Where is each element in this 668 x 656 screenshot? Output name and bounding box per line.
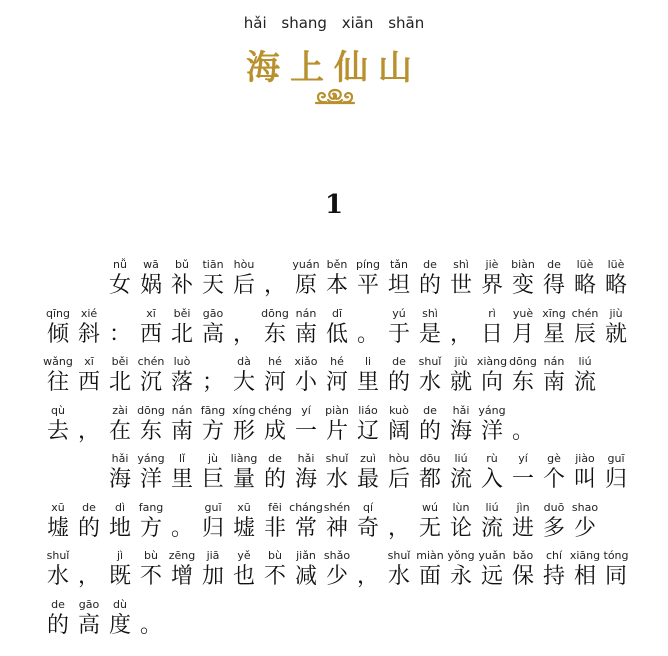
pinyin: shǎo <box>323 549 351 562</box>
hanzi: 地 <box>108 515 131 541</box>
pinyin: nán <box>543 355 565 368</box>
pinyin: bǔ <box>175 258 189 271</box>
hanzi: 斜 <box>77 321 100 347</box>
pinyin: dù <box>113 597 127 611</box>
hanzi: 略 <box>573 273 596 298</box>
pinyin: jiǎn <box>296 549 316 562</box>
hanzi: 流 <box>449 467 472 492</box>
pinyin: bù <box>144 549 158 562</box>
hanzi: 论 <box>449 515 472 541</box>
pinyin: yě <box>237 549 251 562</box>
hanzi: 东 <box>139 418 162 444</box>
pinyin: cháng <box>289 500 323 514</box>
hanzi: 也 <box>232 564 255 589</box>
hanzi: ， <box>77 418 100 444</box>
hanzi: 星 <box>542 321 565 347</box>
hanzi: 无 <box>418 515 441 541</box>
pinyin: jiào <box>575 452 595 465</box>
hanzi: 往 <box>46 370 69 395</box>
hanzi: 里 <box>170 467 193 492</box>
pinyin: de <box>51 597 65 611</box>
pinyin: biàn <box>511 258 535 271</box>
hanzi: 流 <box>480 515 503 541</box>
hanzi: 。 <box>170 515 193 541</box>
pinyin: tóng <box>603 549 629 562</box>
pinyin: li <box>364 355 372 368</box>
hanzi: 多 <box>542 515 565 541</box>
pinyin: rì <box>488 306 496 320</box>
hanzi: 保 <box>511 564 534 589</box>
pinyin: fāng <box>200 403 226 417</box>
pinyin: jiù <box>454 355 468 368</box>
hanzi: 向 <box>480 370 503 395</box>
pinyin: fēi <box>268 500 282 514</box>
hanzi: 高 <box>201 321 224 347</box>
pinyin: hòu <box>388 452 410 465</box>
hanzi: 于 <box>387 321 410 347</box>
pinyin: bù <box>268 549 282 562</box>
pinyin: gè <box>547 452 561 465</box>
pinyin: jù <box>207 452 219 465</box>
pinyin: shì <box>422 306 438 320</box>
pinyin: chéng <box>258 403 292 417</box>
hanzi: 归 <box>604 467 627 492</box>
pinyin: lüè <box>576 258 594 271</box>
pinyin: gāo <box>78 597 100 611</box>
cloud-scroll-ornament-icon <box>312 86 358 112</box>
pinyin: kuò <box>389 403 409 417</box>
hanzi: 方 <box>139 515 162 541</box>
pinyin: xū <box>51 500 65 514</box>
hanzi: 的 <box>46 612 69 638</box>
pinyin: xiǎo <box>294 355 318 368</box>
hanzi: 神 <box>325 515 348 541</box>
hanzi: 洋 <box>139 467 162 492</box>
pinyin: liú <box>485 500 499 514</box>
pinyin: shuǐ <box>387 549 411 562</box>
pinyin: dà <box>237 355 251 368</box>
hanzi: 高 <box>77 612 100 638</box>
hanzi: 海 <box>294 467 317 492</box>
hanzi: 月 <box>511 321 534 347</box>
hanzi: 度 <box>108 612 131 638</box>
hanzi: 辰 <box>573 321 596 347</box>
pinyin: lùn <box>452 500 470 514</box>
pinyin: wā <box>143 258 159 271</box>
pinyin: chén <box>571 306 599 320</box>
hanzi: 世 <box>449 273 472 298</box>
pinyin: xū <box>237 500 251 514</box>
pinyin: fang <box>138 500 164 514</box>
hanzi: 面 <box>418 564 441 589</box>
hanzi: 南 <box>294 321 317 347</box>
chapter-number: 1 <box>324 190 344 220</box>
pinyin: luò <box>173 355 191 368</box>
hanzi: 永 <box>449 564 472 589</box>
hanzi: 辽 <box>356 418 379 444</box>
pinyin: wú <box>422 500 438 514</box>
hanzi: 入 <box>480 467 503 492</box>
hanzi: 水 <box>46 564 69 589</box>
hanzi: 的 <box>263 467 286 492</box>
hanzi: 流 <box>573 370 596 395</box>
pinyin: xī <box>84 355 94 368</box>
pinyin: dōng <box>261 306 289 320</box>
hanzi: 常 <box>294 515 317 541</box>
hanzi: 进 <box>511 515 534 541</box>
pinyin: jì <box>116 549 124 562</box>
hanzi: ， <box>449 321 472 347</box>
hanzi: 小 <box>294 370 317 395</box>
pinyin: xié <box>80 306 98 320</box>
pinyin: xī <box>146 306 156 320</box>
pinyin: dī <box>331 306 343 320</box>
hanzi: 的 <box>387 370 410 395</box>
hanzi: 去 <box>46 418 69 444</box>
pinyin: de <box>547 258 561 271</box>
pinyin: dōng <box>137 403 165 417</box>
hanzi: 一 <box>294 418 317 444</box>
pinyin: yǒng <box>447 549 475 562</box>
hanzi: 里 <box>356 370 379 395</box>
hanzi: 南 <box>170 418 193 444</box>
hanzi: ， <box>356 564 379 589</box>
hanzi: 的 <box>418 273 441 298</box>
hanzi: 是 <box>418 321 441 347</box>
hanzi: 低 <box>325 321 348 347</box>
pinyin: xíng <box>232 403 256 417</box>
hanzi: 奇 <box>356 515 379 541</box>
hanzi: 变 <box>511 273 534 298</box>
hanzi: 方 <box>201 418 224 444</box>
hanzi: 坦 <box>387 273 410 298</box>
hanzi: 洋 <box>480 418 503 444</box>
pinyin: yáng <box>478 403 506 417</box>
pinyin: tiān <box>202 258 224 271</box>
character-cell <box>570 355 600 413</box>
hanzi: 水 <box>418 370 441 395</box>
pinyin: běn <box>326 258 348 271</box>
pinyin: hé <box>268 355 282 368</box>
pinyin: xiāng <box>569 549 601 562</box>
hanzi: 墟 <box>232 515 255 541</box>
pinyin: shao <box>571 500 599 514</box>
pinyin: hǎi <box>111 452 129 465</box>
hanzi: 略 <box>604 273 627 298</box>
pinyin: yuán <box>292 258 320 271</box>
pinyin: xīng <box>542 306 566 320</box>
hanzi: 倾 <box>46 321 69 347</box>
hanzi: 加 <box>201 564 224 589</box>
hanzi: 海 <box>108 467 131 492</box>
hanzi: 界 <box>480 273 503 298</box>
pinyin: jiè <box>485 258 499 271</box>
hanzi: 不 <box>263 564 286 589</box>
pinyin: chí <box>545 549 563 562</box>
hanzi: 远 <box>480 564 503 589</box>
pinyin: hǎi <box>452 403 470 417</box>
pinyin: xiàng <box>476 355 508 368</box>
pinyin: lüè <box>607 258 625 271</box>
pinyin: miàn <box>416 549 444 562</box>
pinyin: dōng <box>509 355 537 368</box>
hanzi: 补 <box>170 273 193 298</box>
hanzi: 片 <box>325 418 348 444</box>
pinyin: liáo <box>358 403 378 417</box>
hanzi: 的 <box>418 418 441 444</box>
pinyin: yí <box>301 403 311 417</box>
hanzi: 既 <box>108 564 131 589</box>
pinyin: de <box>82 500 96 514</box>
hanzi: 沉 <box>139 370 162 395</box>
pinyin: zēng <box>168 549 196 562</box>
pinyin: shuǐ <box>418 355 442 368</box>
hanzi: 最 <box>356 467 379 492</box>
hanzi: 平 <box>356 273 379 298</box>
pinyin: guī <box>607 452 625 465</box>
hanzi: 形 <box>232 418 255 444</box>
character-cell <box>601 549 631 607</box>
pinyin: de <box>392 355 406 368</box>
pinyin: yáng <box>137 452 165 465</box>
pinyin: yú <box>392 306 406 320</box>
hanzi: 成 <box>263 418 286 444</box>
hanzi: 少 <box>325 564 348 589</box>
pinyin: gāo <box>202 306 224 320</box>
pinyin: nán <box>171 403 193 417</box>
hanzi: 本 <box>325 273 348 298</box>
pinyin: běi <box>173 306 191 320</box>
hanzi: 得 <box>542 273 565 298</box>
pinyin: lǐ <box>178 452 186 465</box>
hanzi: ： <box>108 321 131 347</box>
hanzi: 东 <box>263 321 286 347</box>
hanzi: 北 <box>170 321 193 347</box>
pinyin: duō <box>543 500 565 514</box>
hanzi: 落 <box>170 370 193 395</box>
pinyin: shì <box>453 258 469 271</box>
page-title: 海上仙山 <box>246 48 422 88</box>
hanzi: 相 <box>573 564 596 589</box>
pinyin: qù <box>51 403 65 417</box>
hanzi: 原 <box>294 273 317 298</box>
pinyin: hé <box>330 355 344 368</box>
pinyin: liàng <box>230 452 258 465</box>
hanzi: 巨 <box>201 467 224 492</box>
hanzi: 西 <box>139 321 162 347</box>
hanzi: 东 <box>511 370 534 395</box>
hanzi: 日 <box>480 321 503 347</box>
pinyin: guī <box>204 500 222 514</box>
hanzi: 。 <box>356 321 379 347</box>
hanzi: 水 <box>325 467 348 492</box>
pinyin: zuì <box>360 452 376 465</box>
pinyin: qí <box>362 500 374 514</box>
pinyin: jiù <box>609 306 623 320</box>
hanzi: 南 <box>542 370 565 395</box>
hanzi: ， <box>387 515 410 541</box>
hanzi: 河 <box>263 370 286 395</box>
character-cell <box>322 549 352 607</box>
hanzi: 同 <box>604 564 627 589</box>
hanzi: 量 <box>232 467 255 492</box>
pinyin: nán <box>295 306 317 320</box>
pinyin: nǚ <box>113 258 127 271</box>
pinyin: piàn <box>325 403 349 417</box>
hanzi: 持 <box>542 564 565 589</box>
hanzi: 后 <box>232 273 255 298</box>
pinyin: tǎn <box>389 258 409 271</box>
pinyin: liú <box>578 355 592 368</box>
hanzi: 女 <box>108 273 131 298</box>
hanzi: 北 <box>108 370 131 395</box>
pinyin: wǎng <box>43 355 73 368</box>
hanzi: ， <box>232 321 255 347</box>
hanzi: 水 <box>387 564 410 589</box>
pinyin: běi <box>111 355 129 368</box>
hanzi: ； <box>201 370 224 395</box>
hanzi: 就 <box>604 321 627 347</box>
hanzi: 都 <box>418 467 441 492</box>
pinyin: dōu <box>419 452 441 465</box>
hanzi: 后 <box>387 467 410 492</box>
hanzi: 海 <box>449 418 472 444</box>
pinyin: shén <box>323 500 351 514</box>
pinyin: bǎo <box>512 549 534 562</box>
pinyin: liú <box>454 452 468 465</box>
pinyin: dì <box>114 500 126 514</box>
pinyin: rù <box>486 452 498 465</box>
pinyin: shuǐ <box>325 452 349 465</box>
hanzi: 一 <box>511 467 534 492</box>
pinyin: hǎi <box>297 452 315 465</box>
hanzi: ， <box>263 273 286 298</box>
hanzi: 少 <box>573 515 596 541</box>
pinyin: zài <box>112 403 128 417</box>
hanzi: 在 <box>108 418 131 444</box>
pinyin: yuè <box>512 306 534 320</box>
hanzi: 西 <box>77 370 100 395</box>
hanzi: ， <box>77 564 100 589</box>
hanzi: 娲 <box>139 273 162 298</box>
hanzi: 叫 <box>573 467 596 492</box>
hanzi: 就 <box>449 370 472 395</box>
hanzi: 墟 <box>46 515 69 541</box>
pinyin: de <box>423 258 437 271</box>
hanzi: 归 <box>201 515 224 541</box>
hanzi: 阔 <box>387 418 410 444</box>
pinyin: jiā <box>206 549 220 562</box>
pinyin: píng <box>356 258 380 271</box>
hanzi: 减 <box>294 564 317 589</box>
hanzi: 的 <box>77 515 100 541</box>
hanzi: 不 <box>139 564 162 589</box>
pinyin: yuǎn <box>478 549 506 562</box>
hanzi: 非 <box>263 515 286 541</box>
pinyin: jìn <box>516 500 530 514</box>
pinyin: yí <box>518 452 528 465</box>
hanzi: 增 <box>170 564 193 589</box>
pinyin: de <box>268 452 282 465</box>
pinyin: chén <box>137 355 165 368</box>
character-cell <box>43 404 73 462</box>
pinyin: qīng <box>46 306 70 320</box>
title-pinyin: hǎi shang xiān shān <box>243 14 425 32</box>
hanzi: 。 <box>511 418 534 444</box>
pinyin: de <box>423 403 437 417</box>
hanzi: 个 <box>542 467 565 492</box>
hanzi: 河 <box>325 370 348 395</box>
hanzi: 天 <box>201 273 224 298</box>
pinyin: hòu <box>233 258 255 271</box>
hanzi: 大 <box>232 370 255 395</box>
hanzi: 。 <box>139 612 162 638</box>
pinyin: shuǐ <box>46 549 70 562</box>
